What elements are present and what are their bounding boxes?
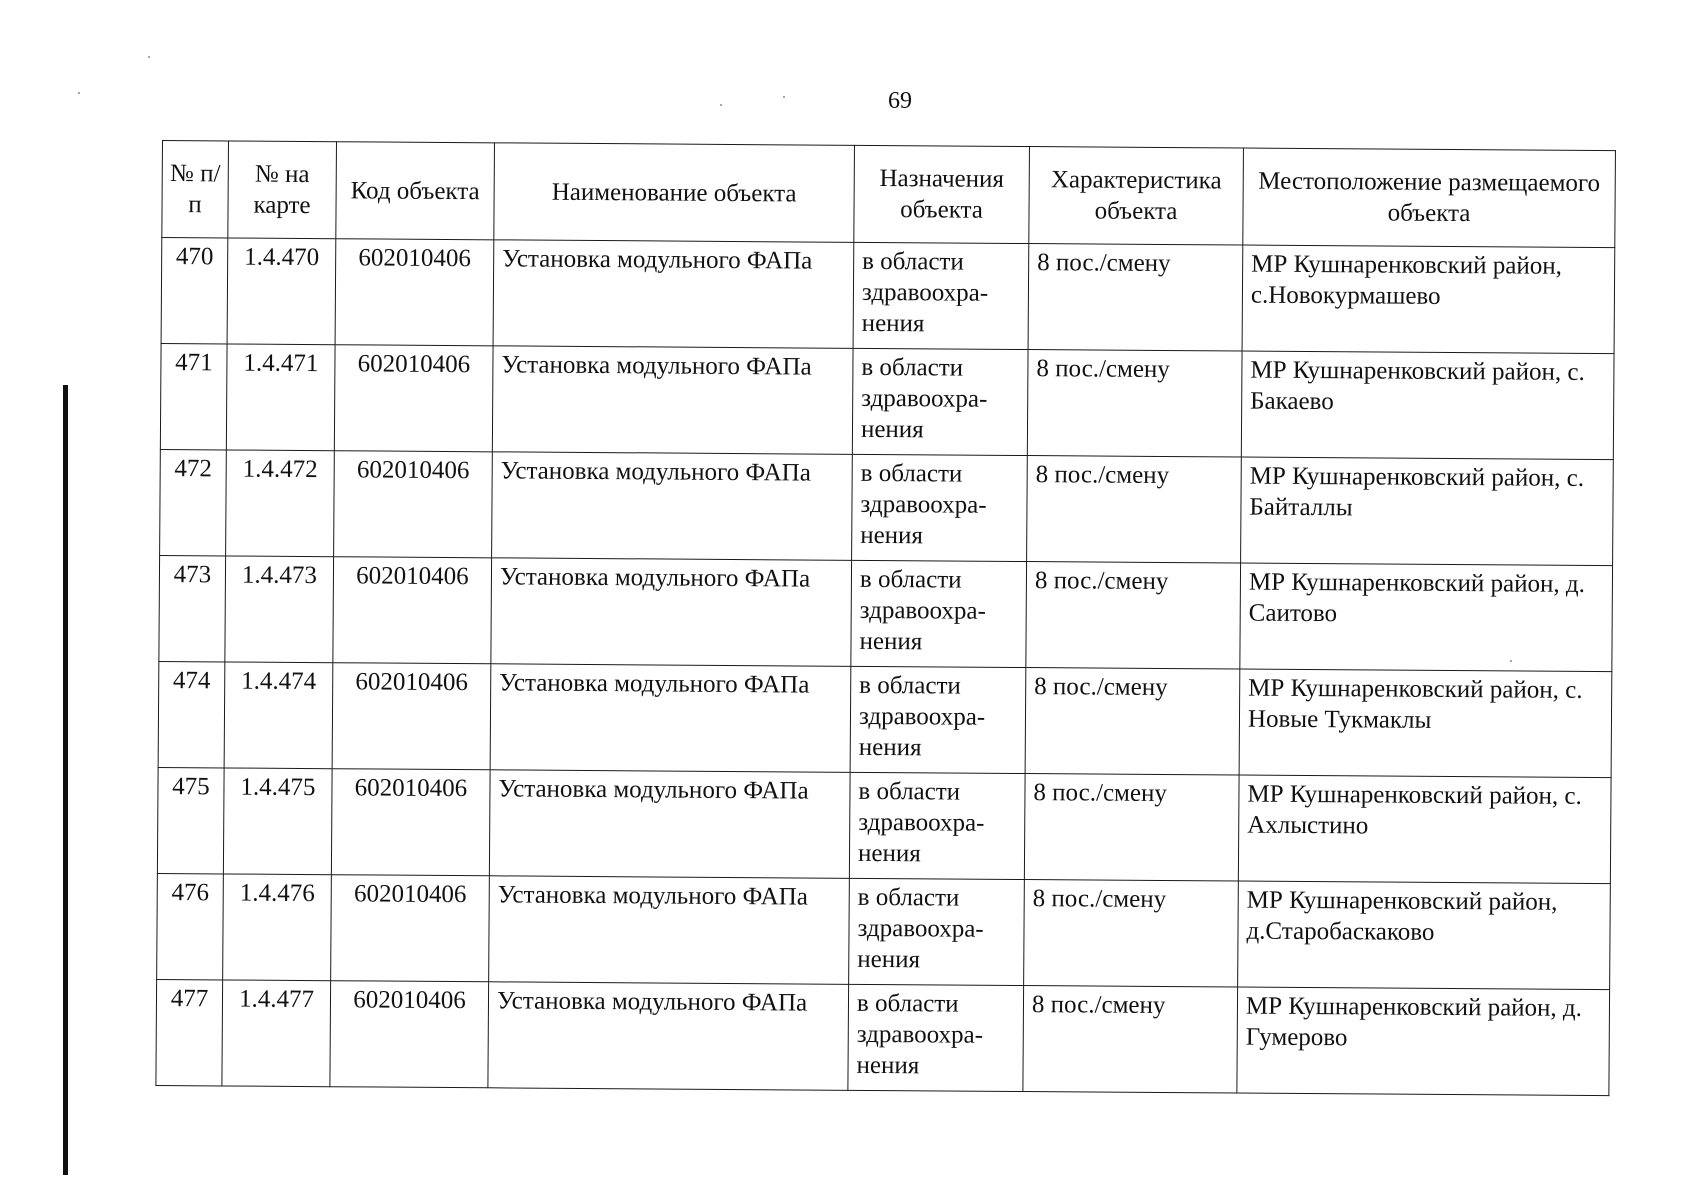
- table-row: [158, 661, 1612, 777]
- cell-map-number: 1.4.475: [223, 768, 332, 875]
- header-number: № п/п: [162, 141, 229, 238]
- cell-object-code: 602010406: [335, 239, 494, 346]
- cell-object-name: Установка модульного ФАПа: [493, 240, 854, 349]
- cell-map-number: 1.4.476: [223, 874, 332, 981]
- cell-object-code: 602010406: [331, 875, 490, 982]
- table-row: [156, 979, 1610, 1095]
- header-object-name: Наименование объекта: [494, 143, 855, 243]
- cell-number: 470: [161, 238, 228, 344]
- cell-object-code: 602010406: [334, 345, 493, 452]
- cell-number: 474: [158, 661, 225, 767]
- cell-purpose: в области здравоохра-нения: [850, 666, 1026, 773]
- header-object-code: Код объекта: [336, 142, 495, 240]
- cell-object-code: 602010406: [333, 557, 492, 664]
- table-row: [157, 873, 1611, 989]
- cell-characteristic: 8 пос./смену: [1027, 350, 1242, 457]
- scan-speck: [783, 96, 785, 98]
- cell-number: 473: [159, 555, 226, 661]
- header-location: Местоположение размещаемого объекта: [1243, 148, 1616, 248]
- cell-map-number: 1.4.477: [222, 980, 331, 1087]
- objects-table: [155, 140, 1616, 1096]
- cell-purpose: в области здравоохра-нения: [849, 878, 1025, 985]
- cell-object-code: 602010406: [331, 769, 490, 876]
- cell-characteristic: 8 пос./смену: [1028, 244, 1243, 351]
- cell-purpose: в области здравоохра-нения: [853, 242, 1029, 349]
- cell-map-number: 1.4.471: [226, 344, 335, 451]
- cell-location: МР Кушнаренковский район, д. Гумерово: [1237, 987, 1610, 1096]
- cell-map-number: 1.4.470: [227, 238, 336, 345]
- cell-map-number: 1.4.472: [226, 450, 335, 557]
- table-row: [160, 343, 1614, 459]
- cell-characteristic: 8 пос./смену: [1023, 986, 1238, 1093]
- cell-object-name: Установка модульного ФАПа: [489, 876, 850, 985]
- cell-number: 471: [160, 343, 227, 449]
- cell-object-code: 602010406: [330, 981, 489, 1088]
- cell-purpose: в области здравоохра-нения: [851, 560, 1027, 667]
- cell-purpose: в области здравоохра-нения: [852, 454, 1028, 561]
- cell-purpose: в области здравоохра-нения: [848, 984, 1024, 1091]
- table-row: [161, 238, 1615, 354]
- scan-margin-bar: [63, 385, 68, 1175]
- cell-characteristic: 8 пос./смену: [1025, 668, 1240, 775]
- cell-object-name: Установка модульного ФАПа: [492, 346, 853, 455]
- cell-purpose: в области здравоохра-нения: [852, 348, 1028, 455]
- cell-location: МР Кушнаренковский район, с.Новокурмашево: [1242, 245, 1615, 354]
- cell-map-number: 1.4.474: [224, 662, 333, 769]
- cell-object-name: Установка модульного ФАПа: [490, 664, 851, 773]
- cell-location: МР Кушнаренковский район, с. Ахлыстино: [1238, 775, 1611, 884]
- cell-number: 477: [156, 979, 223, 1085]
- scan-speck: [78, 92, 80, 94]
- cell-number: 475: [157, 767, 224, 873]
- cell-purpose: в области здравоохра-нения: [849, 772, 1025, 879]
- cell-location: МР Кушнаренковский район, с. Новые Тукмаклы: [1239, 669, 1612, 778]
- cell-characteristic: 8 пос./смену: [1027, 456, 1242, 563]
- cell-location: МР Кушнаренковский район, с. Байталлы: [1241, 457, 1614, 566]
- cell-object-name: Установка модульного ФАПа: [491, 558, 852, 667]
- cell-map-number: 1.4.473: [225, 556, 334, 663]
- cell-location: МР Кушнаренковский район, д. Саитово: [1240, 563, 1613, 672]
- cell-object-name: Установка модульного ФАПа: [492, 452, 853, 561]
- cell-location: МР Кушнаренковский район, д.Старобаскаково: [1238, 881, 1611, 990]
- header-map-number: № на карте: [228, 141, 337, 239]
- cell-object-name: Установка модульного ФАПа: [489, 770, 850, 879]
- cell-object-code: 602010406: [334, 451, 493, 558]
- cell-number: 472: [160, 449, 227, 555]
- header-purpose: Назначения объекта: [854, 145, 1030, 243]
- table-row: [157, 767, 1611, 883]
- cell-object-code: 602010406: [332, 663, 491, 770]
- table-header-row: [162, 141, 1616, 248]
- cell-characteristic: 8 пос./смену: [1024, 774, 1239, 881]
- cell-characteristic: 8 пос./смену: [1026, 562, 1241, 669]
- scan-speck: [720, 104, 722, 106]
- cell-characteristic: 8 пос./смену: [1024, 880, 1239, 987]
- table-row: [159, 555, 1613, 671]
- table-row: [160, 449, 1614, 565]
- page-number: 69: [888, 88, 912, 114]
- cell-location: МР Кушнаренковский район, с. Бакаево: [1241, 351, 1614, 460]
- cell-number: 476: [157, 873, 224, 979]
- header-characteristic: Характеристика объекта: [1029, 147, 1244, 245]
- scan-speck: [148, 56, 150, 58]
- cell-object-name: Установка модульного ФАПа: [488, 982, 849, 1091]
